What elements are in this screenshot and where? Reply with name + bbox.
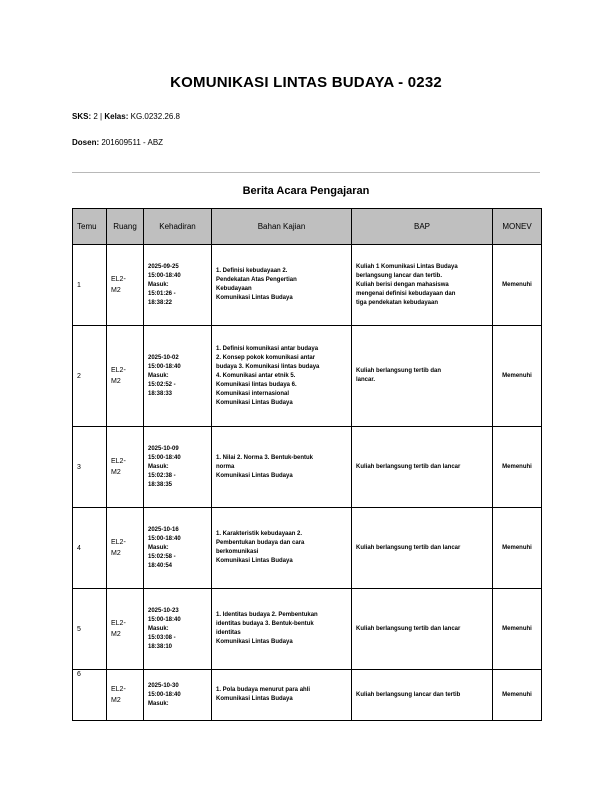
room-line: M2 [111,469,121,476]
kelas-label: Kelas: [104,112,129,121]
document-title: KOMUNIKASI LINTAS BUDAYA - 0232 [170,74,442,91]
cell-bahan-kajian [212,427,352,508]
cell-bap [352,670,493,721]
material-line: 1. Definisi komunikasi antar budaya [216,345,319,352]
teaching-record-table [72,208,542,721]
attendance-line: 15:01:26 - [148,290,176,297]
cell-ruang [107,245,144,326]
attendance-line: Masuk: [148,700,169,707]
material-line: identitas budaya 3. Bentuk-bentuk [216,621,314,627]
attendance-line: 15:02:52 - [148,381,176,388]
cell-bahan-kajian [212,508,352,589]
attendance-line: 18:40:54 [148,562,173,569]
material-line: identitas [216,630,241,636]
cell-temu: 1 [73,245,107,326]
attendance-line: 2025-10-23 [148,607,179,614]
bap-line: Kuliah berlangsung tertib dan lancar [356,625,461,632]
material-line: Komunikasi Lintas Budaya [216,399,293,406]
attendance-line: 15:00-18:40 [148,616,181,623]
table-row [73,326,542,427]
attendance-line: 18:38:22 [148,299,173,306]
room-line: M2 [111,631,121,638]
header-temu: Temu [73,209,107,245]
cell-kehadiran [144,589,212,670]
bap-line: Kuliah berlangsung lancar dan tertib [356,691,461,698]
attendance-line: 2025-10-02 [148,354,179,361]
material-line: Komunikasi internasional [216,390,290,397]
material-line: 1. Identitas budaya 2. Pembentukan [216,612,318,618]
lecturer-info [72,138,163,147]
cell-monev: Memenuhi [493,326,542,427]
attendance-line: 15:02:58 - [148,553,176,560]
bap-line: mengenai definisi kebudayaan dan [356,290,456,297]
material-line: 1. Nilai 2. Norma 3. Bentuk-bentuk [216,454,314,461]
section-title: Berita Acara Pengajaran [242,185,370,197]
bap-line: lancar. [356,377,376,383]
attendance-line: 18:38:35 [148,481,173,488]
room-line: EL2- [111,276,126,283]
room-line: M2 [111,550,121,557]
attendance-line: Masuk: [148,372,169,379]
cell-kehadiran [144,245,212,326]
material-line: 1. Definisi kebudayaan 2. [216,268,288,274]
separator: | [100,112,103,121]
table-row [73,670,542,721]
cell-ruang [107,427,144,508]
room-line: EL2- [111,686,126,693]
bap-line: Kuliah berlangsung tertib dan lancar [356,544,461,551]
material-line: 1. Karakteristik kebudayaan 2. [216,531,303,537]
cell-bap [352,326,493,427]
header-kehadiran: Kehadiran [144,209,212,245]
attendance-line: 18:38:33 [148,390,173,397]
attendance-line: 15:00-18:40 [148,454,181,461]
cell-kehadiran [144,508,212,589]
bap-line: Kuliah berlangsung tertib dan [356,368,442,374]
header-bap: BAP [352,209,493,245]
attendance-line: 2025-10-09 [148,445,179,452]
room-line: EL2- [111,458,126,465]
divider [72,172,540,173]
attendance-line: 2025-09-25 [148,263,179,270]
sks-label: SKS: [72,112,92,121]
attendance-line: 2025-10-30 [148,682,179,689]
bap-line: Kuliah berlangsung tertib dan lancar [356,463,461,470]
attendance-line: Masuk: [148,625,169,632]
bap-line: Kuliah berisi dengan mahasiswa [356,281,449,288]
cell-temu: 4 [73,508,107,589]
table-row [73,427,542,508]
attendance-line: 15:00-18:40 [148,363,181,370]
cell-bap [352,427,493,508]
cell-ruang [107,670,144,721]
attendance-line: Masuk: [148,281,169,288]
header-monev: MONEV [493,209,542,245]
bap-line: Kuliah 1 Komunikasi Lintas Budaya [356,263,458,270]
material-line: 4. Komunikasi antar etnik 5. [216,372,296,379]
sks-value: 2 [93,112,98,121]
header-bahan-kajian: Bahan Kajian [212,209,352,245]
attendance-line: Masuk: [148,463,169,470]
attendance-line: 15:03:08 - [148,634,176,641]
material-line: Komunikasi lintas budaya 6. [216,381,297,388]
bap-line: tiga pendekatan kebudayaan [356,299,439,306]
material-line: 1. Pola budaya menurut para ahli [216,687,311,693]
bap-line: berlangsung lancar dan tertib. [356,272,443,279]
room-line: M2 [111,287,121,294]
cell-ruang [107,589,144,670]
attendance-line: 18:38:10 [148,643,173,650]
cell-bahan-kajian [212,326,352,427]
room-line: EL2- [111,620,126,627]
material-line: norma [216,463,235,470]
cell-kehadiran [144,427,212,508]
material-line: Komunikasi Lintas Budaya [216,696,293,702]
course-info [72,112,180,121]
material-line: berkomunikasi [216,549,259,555]
attendance-line: 15:00-18:40 [148,691,181,698]
cell-bap [352,508,493,589]
cell-temu: 5 [73,589,107,670]
room-line: M2 [111,697,121,704]
header-ruang: Ruang [107,209,144,245]
cell-monev: Memenuhi [493,589,542,670]
cell-kehadiran [144,326,212,427]
attendance-line: 15:02:38 - [148,472,176,479]
attendance-line: Masuk: [148,544,169,551]
cell-temu: 3 [73,427,107,508]
table-row [73,508,542,589]
kelas-value: KG.0232.26.8 [130,112,180,121]
cell-kehadiran [144,670,212,721]
material-line: Komunikasi Lintas Budaya [216,295,293,301]
material-line: Komunikasi Lintas Budaya [216,639,293,645]
table-row [73,589,542,670]
room-line: EL2- [111,539,126,546]
cell-bahan-kajian [212,670,352,721]
attendance-line: 2025-10-16 [148,526,179,533]
room-line: M2 [111,378,121,385]
material-line: Komunikasi Lintas Budaya [216,558,293,564]
attendance-line: 15:00-18:40 [148,272,181,279]
dosen-label: Dosen: [72,138,100,147]
cell-temu: 2 [73,326,107,427]
attendance-line: 15:00-18:40 [148,535,181,542]
room-line: EL2- [111,367,126,374]
cell-monev: Memenuhi [493,670,542,721]
cell-bahan-kajian [212,245,352,326]
cell-monev: Memenuhi [493,508,542,589]
table-row [73,245,542,326]
cell-ruang [107,508,144,589]
material-line: 2. Konsep pokok komunikasi antar [216,354,316,361]
cell-bap [352,589,493,670]
material-line: Pembentukan budaya dan cara [216,540,305,546]
cell-temu: 6 [73,670,107,721]
cell-ruang [107,326,144,427]
material-line: Kebudayaan [216,286,252,292]
material-line: budaya 3. Komunikasi lintas budaya [216,363,320,370]
table-header-row [73,209,542,245]
material-line: Komunikasi Lintas Budaya [216,472,293,479]
cell-bap [352,245,493,326]
dosen-value: 201609511 - ABZ [101,138,164,147]
cell-monev: Memenuhi [493,427,542,508]
cell-monev: Memenuhi [493,245,542,326]
cell-bahan-kajian [212,589,352,670]
material-line: Pendekatan Atas Pengertian [216,277,297,283]
